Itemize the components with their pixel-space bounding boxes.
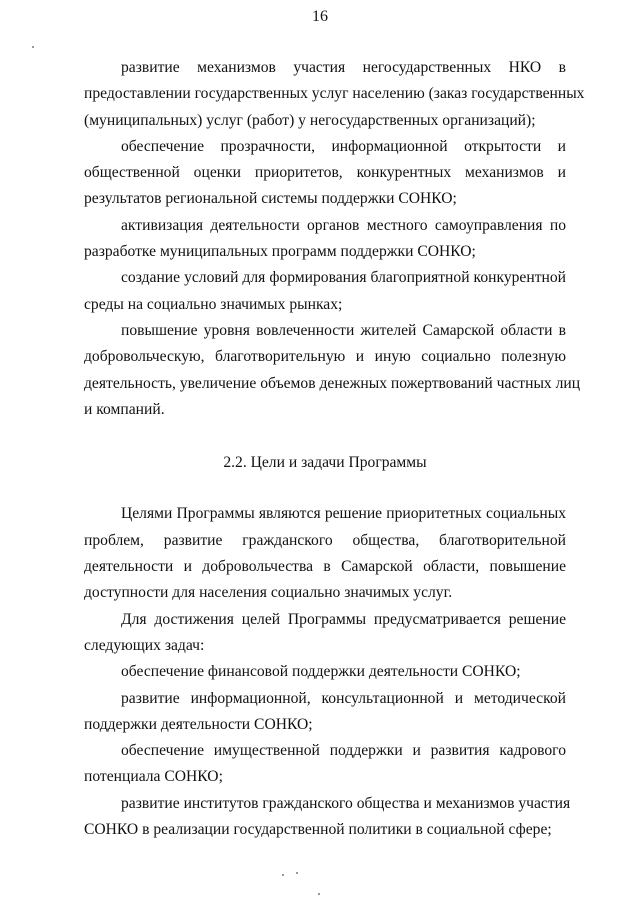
paragraph xyxy=(84,134,566,213)
paragraphs-before-heading xyxy=(84,55,585,423)
text-line: добровольческую, благотворительную и иную социально полезную xyxy=(84,348,566,366)
text-line: и компаний. xyxy=(84,400,165,418)
paragraph xyxy=(84,659,566,685)
paragraph xyxy=(84,265,566,318)
text-line: следующих задач: xyxy=(84,636,205,654)
text-line: разработке муниципальных программ поддержки СОНКО; xyxy=(84,243,476,261)
paragraph xyxy=(84,607,566,660)
text-line: обеспечение прозрачности, информационной открытости и xyxy=(121,137,566,155)
text-line: результатов региональной системы поддержки СОНКО; xyxy=(84,190,457,208)
paragraph xyxy=(84,213,566,266)
text-line: потенциала СОНКО; xyxy=(84,768,223,786)
scan-speck xyxy=(282,874,284,876)
paragraph xyxy=(84,791,571,844)
page-number: 16 xyxy=(312,8,328,25)
paragraph xyxy=(84,738,566,791)
paragraphs-after-heading xyxy=(84,501,571,843)
paragraph xyxy=(84,686,566,739)
text-line: (муниципальных) услуг (работ) у негосударственных организаций); xyxy=(84,111,536,129)
text-line: обеспечение имущественной поддержки и развития кадрового xyxy=(121,742,566,760)
text-line: активизация деятельности органов местного самоуправления по xyxy=(121,216,566,234)
text-line: деятельность, увеличение объемов денежных пожертвований частных лиц xyxy=(84,374,581,392)
text-line: поддержки деятельности СОНКО; xyxy=(84,715,313,733)
text-line: обеспечение финансовой поддержки деятельности СОНКО; xyxy=(121,663,521,681)
text-line: Для достижения целей Программы предусматривается решение xyxy=(121,610,566,628)
text-line: деятельности и добровольчества в Самарской области, повышение xyxy=(84,558,566,576)
text-line: повышение уровня вовлеченности жителей Самарской области в xyxy=(121,321,566,339)
scan-speck xyxy=(296,872,298,874)
text-line: Целями Программы являются решение приоритетных социальных xyxy=(121,505,566,523)
paragraph xyxy=(84,55,585,134)
text-line: общественной оценки приоритетов, конкурентных механизмов и xyxy=(84,164,566,182)
text-line: развитие информационной, консультационной и методической xyxy=(121,689,566,707)
document-body xyxy=(84,55,585,843)
scan-speck xyxy=(318,893,320,895)
paragraph xyxy=(84,501,566,606)
text-line: проблем, развитие гражданского общества, благотворительной xyxy=(84,531,566,549)
text-line: предоставлении государственных услуг населению (заказ государственных xyxy=(84,85,585,103)
section-heading: 2.2. Цели и задачи Программы xyxy=(223,454,427,472)
text-line: развитие институтов гражданского общества и механизмов участия xyxy=(121,794,571,812)
scan-speck xyxy=(32,46,34,48)
text-line: доступности для населения социально значимых услуг. xyxy=(84,584,453,602)
text-line: развитие механизмов участия негосударственных НКО в xyxy=(121,59,566,76)
text-line: создание условий для формирования благоприятной конкурентной xyxy=(121,269,566,287)
text-line: СОНКО в реализации государственной политики в социальной сфере; xyxy=(84,821,552,839)
paragraph xyxy=(84,318,581,423)
text-line: среды на социально значимых рынках; xyxy=(84,295,343,313)
